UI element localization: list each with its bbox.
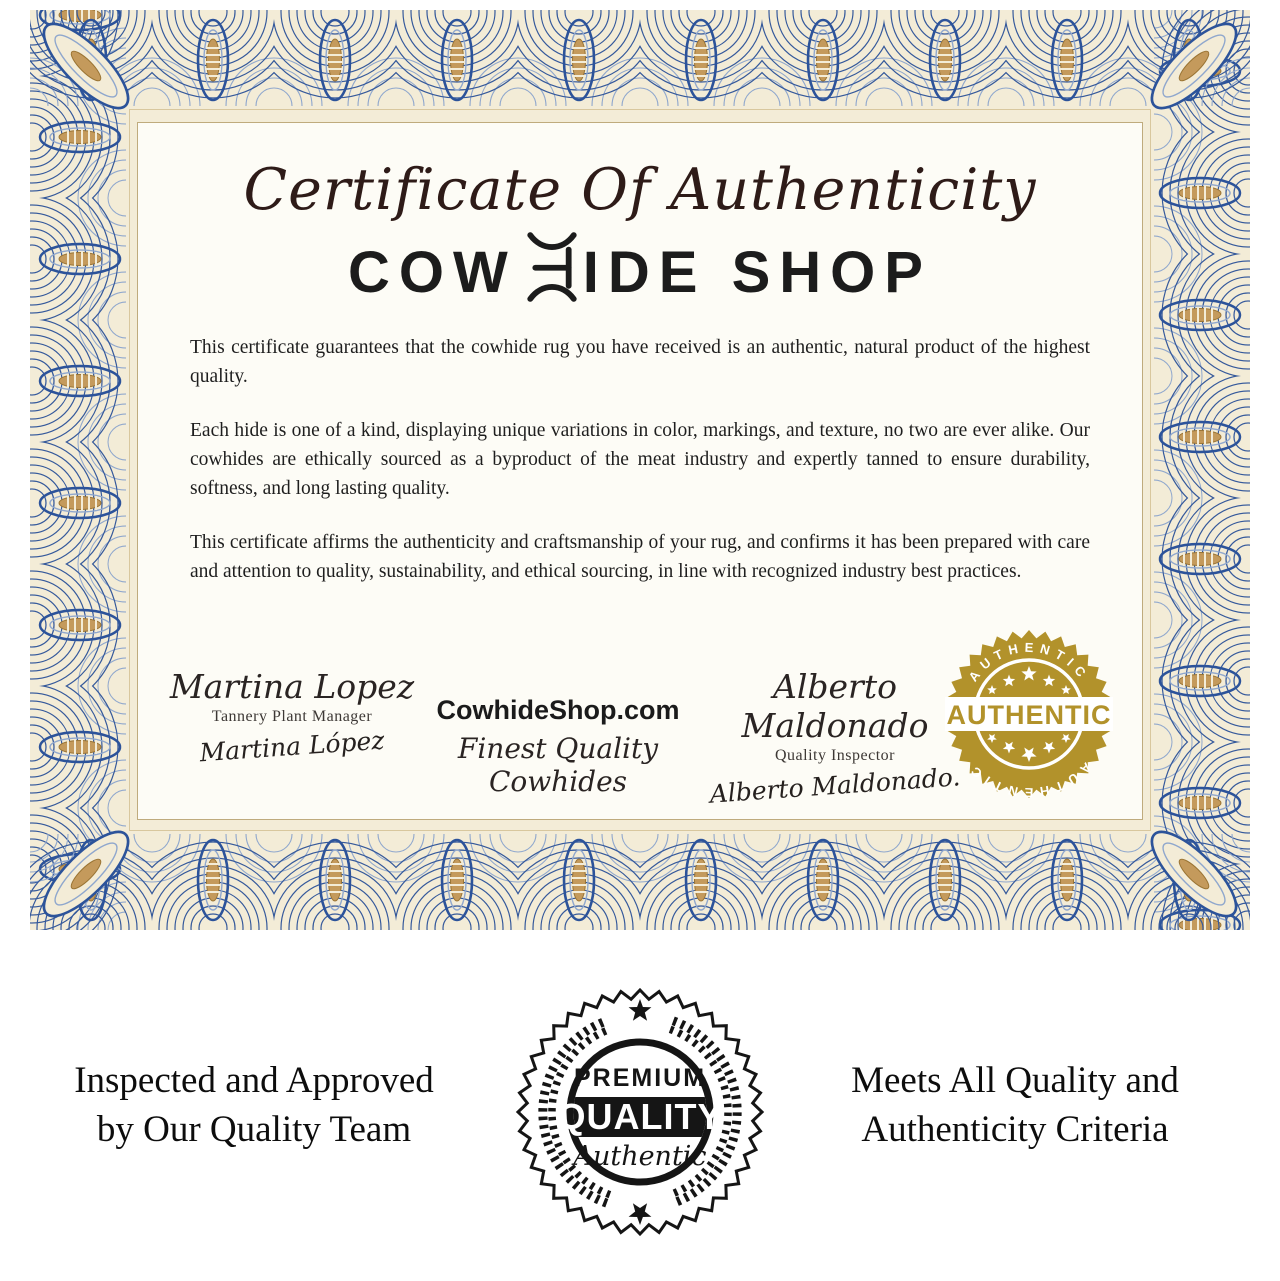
footer [0,930,1280,1281]
certificate-panel [137,122,1143,820]
footer-right-line2: Authenticity Criteria [861,1109,1169,1150]
signature-block-left [152,667,432,768]
footer-left-line1: Inspected and Approved [74,1060,434,1101]
footer-left-line2: by Our Quality Team [96,1109,412,1150]
authentic-seal [944,629,1114,799]
badge-premium-text: PREMIUM [573,1064,707,1092]
premium-quality-badge [515,987,765,1237]
signature-block-center [430,695,686,798]
signatory-name: Martina Lopez [169,667,415,706]
signatory-name: Alberto Maldonado [741,667,929,745]
website-name: CowhideShop.com [436,695,680,725]
footer-left-text [8,1056,500,1154]
brand-suffix: IDE SHOP [582,239,932,305]
certificate [30,10,1250,930]
seal-band-text: AUTHENTIC [946,700,1112,730]
signatory-signature: Martina López [198,725,386,768]
paragraph-guarantee: This certificate guarantees that the cowhide rug you have received is an authentic, natural product of the highest quality. [190,337,1090,387]
badge-quality-text: QUALITY [557,1096,723,1137]
seal-arc-bottom-text: AUTHENTIC [963,759,1095,799]
paragraph-affirmation: This certificate affirms the authenticity and craftsmanship of your rug, and confirms it has been prepared with care and attention to quality, sustainability, and ethical sourcing, in line with recognized industry best practices. [190,532,1090,582]
cowhide-icon [523,225,581,309]
brand-logo [138,235,1142,309]
badge-authentic-text: Authentic [573,1141,707,1172]
paragraph-uniqueness: Each hide is one of a kind, displaying unique variations in color, markings, and texture, no two are ever alike. Our cowhides are ethically sourced as a byproduct of the meat industry and expertly tanned to ensure durability, softness, and long lasting quality. [190,420,1090,499]
certificate-body [190,333,1090,586]
signatory-role: Quality Inspector [774,747,896,764]
signatory-role: Tannery Plant Manager [211,708,373,725]
brand-prefix: COW [348,239,517,305]
signatory-signature: Alberto Maldonado. [708,762,962,809]
certificate-title: Certificate Of Authenticity [243,157,1037,223]
signature-block-right [690,667,980,809]
seal-arc-top-text: AUTHENTIC [965,639,1093,685]
footer-right-line1: Meets All Quality and [851,1060,1179,1101]
footer-right-text [772,1056,1258,1154]
website-tagline: Finest Quality Cowhides [457,732,659,798]
